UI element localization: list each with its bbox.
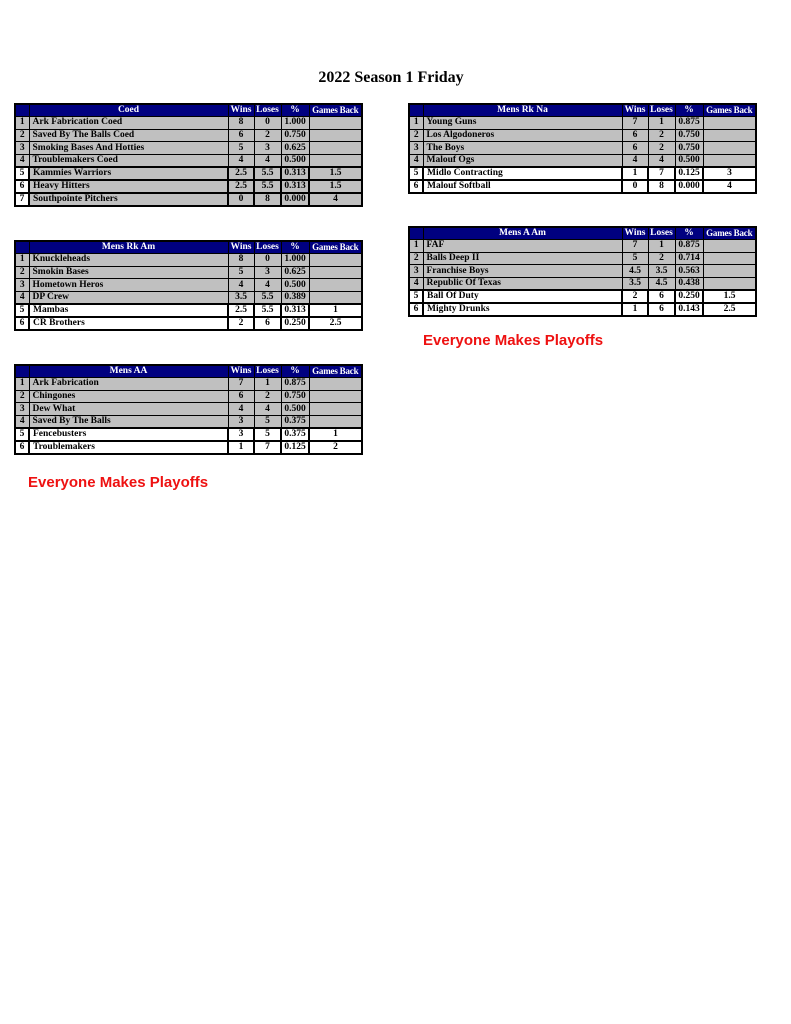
team-name-cell: Dew What xyxy=(29,403,228,416)
team-name-cell: Southpointe Pitchers xyxy=(29,193,228,206)
loses-cell: 7 xyxy=(254,441,281,454)
team-name-cell: Fencebusters xyxy=(29,428,228,441)
corner-cell xyxy=(409,227,423,240)
standings-table-mens-aa xyxy=(14,364,363,455)
loses-cell: 4 xyxy=(254,154,281,167)
team-name-cell: Malouf Ogs xyxy=(423,154,622,167)
rank-cell: 3 xyxy=(15,403,29,416)
team-name-cell: Midlo Contracting xyxy=(423,167,622,180)
rank-cell: 6 xyxy=(15,317,29,330)
header-row xyxy=(15,104,362,117)
games-back-header: Games Back xyxy=(703,227,756,240)
wins-cell: 8 xyxy=(228,254,254,267)
pct-cell: 0.313 xyxy=(281,167,309,180)
rank-cell: 2 xyxy=(409,252,423,265)
games-back-cell: 4 xyxy=(703,180,756,193)
wins-cell: 1 xyxy=(228,441,254,454)
pct-cell: 0.438 xyxy=(675,277,703,290)
standings-table-mens-rk-na xyxy=(408,103,757,194)
rank-cell: 5 xyxy=(15,428,29,441)
table-title: Mens Rk Na xyxy=(423,104,622,117)
wins-cell: 2.5 xyxy=(228,180,254,193)
games-back-cell xyxy=(309,117,362,130)
rank-cell: 3 xyxy=(15,279,29,292)
team-row xyxy=(15,167,362,180)
team-name-cell: CR Brothers xyxy=(29,317,228,330)
wins-cell: 3 xyxy=(228,415,254,428)
rank-cell: 3 xyxy=(15,142,29,155)
header-row xyxy=(409,104,756,117)
loses-cell: 8 xyxy=(648,180,675,193)
wins-cell: 1 xyxy=(622,167,648,180)
wins-cell: 4.5 xyxy=(622,265,648,278)
rank-cell: 1 xyxy=(15,117,29,130)
team-name-cell: Smokin Bases xyxy=(29,266,228,279)
games-back-header: Games Back xyxy=(309,104,362,117)
team-name-cell: Knuckleheads xyxy=(29,254,228,267)
pct-cell: 0.714 xyxy=(675,252,703,265)
games-back-cell: 2.5 xyxy=(309,317,362,330)
loses-cell: 3 xyxy=(254,266,281,279)
loses-cell: 3.5 xyxy=(648,265,675,278)
loses-cell: 4 xyxy=(648,154,675,167)
loses-header: Loses xyxy=(648,104,675,117)
pct-cell: 0.375 xyxy=(281,415,309,428)
wins-cell: 2 xyxy=(228,317,254,330)
wins-header: Wins xyxy=(228,365,254,378)
loses-cell: 0 xyxy=(254,117,281,130)
team-row xyxy=(15,117,362,130)
team-row xyxy=(15,142,362,155)
pct-cell: 0.313 xyxy=(281,180,309,193)
wins-cell: 6 xyxy=(228,129,254,142)
pct-cell: 0.250 xyxy=(675,290,703,303)
wins-cell: 2.5 xyxy=(228,304,254,317)
rank-cell: 4 xyxy=(15,154,29,167)
loses-cell: 3 xyxy=(254,142,281,155)
table-title: Mens A Am xyxy=(423,227,622,240)
team-name-cell: Heavy Hitters xyxy=(29,180,228,193)
corner-cell xyxy=(15,241,29,254)
loses-cell: 5 xyxy=(254,428,281,441)
games-back-cell: 1.5 xyxy=(309,180,362,193)
loses-cell: 2 xyxy=(648,252,675,265)
loses-cell: 5.5 xyxy=(254,291,281,304)
games-back-cell xyxy=(309,254,362,267)
wins-cell: 4 xyxy=(228,154,254,167)
wins-header: Wins xyxy=(622,227,648,240)
rank-cell: 4 xyxy=(15,415,29,428)
loses-cell: 6 xyxy=(648,303,675,316)
loses-cell: 2 xyxy=(648,129,675,142)
team-row xyxy=(15,254,362,267)
pct-cell: 0.000 xyxy=(675,180,703,193)
team-row xyxy=(15,441,362,454)
wins-cell: 2.5 xyxy=(228,167,254,180)
games-back-cell: 3 xyxy=(703,167,756,180)
standings-table xyxy=(14,240,363,331)
pct-cell: 1.000 xyxy=(281,254,309,267)
games-back-header: Games Back xyxy=(309,365,362,378)
loses-cell: 0 xyxy=(254,254,281,267)
games-back-header: Games Back xyxy=(703,104,756,117)
games-back-cell xyxy=(703,129,756,142)
pct-cell: 0.563 xyxy=(675,265,703,278)
table-title: Coed xyxy=(29,104,228,117)
team-row xyxy=(15,317,362,330)
pct-cell: 0.143 xyxy=(675,303,703,316)
standings-table-mens-a-am xyxy=(408,226,757,317)
wins-cell: 4 xyxy=(228,279,254,292)
pct-cell: 0.125 xyxy=(281,441,309,454)
team-name-cell: FAF xyxy=(423,240,622,253)
loses-cell: 4.5 xyxy=(648,277,675,290)
loses-header: Loses xyxy=(254,241,281,254)
wins-header: Wins xyxy=(228,241,254,254)
games-back-cell xyxy=(309,142,362,155)
games-back-cell: 1 xyxy=(309,428,362,441)
pct-cell: 0.750 xyxy=(281,390,309,403)
rank-cell: 3 xyxy=(409,142,423,155)
loses-cell: 2 xyxy=(254,390,281,403)
rank-cell: 1 xyxy=(15,254,29,267)
rank-cell: 5 xyxy=(15,304,29,317)
pct-cell: 0.250 xyxy=(281,317,309,330)
rank-cell: 2 xyxy=(15,129,29,142)
corner-cell xyxy=(409,104,423,117)
team-row xyxy=(15,428,362,441)
rank-cell: 4 xyxy=(409,277,423,290)
loses-header: Loses xyxy=(254,365,281,378)
team-name-cell: Saved By The Balls Coed xyxy=(29,129,228,142)
playoff-note-mens-a-am: Everyone Makes Playoffs xyxy=(423,332,604,349)
rank-cell: 5 xyxy=(15,167,29,180)
team-name-cell: Mighty Drunks xyxy=(423,303,622,316)
header-row xyxy=(15,365,362,378)
loses-cell: 1 xyxy=(254,378,281,391)
games-back-cell xyxy=(309,291,362,304)
team-row xyxy=(15,378,362,391)
wins-cell: 4 xyxy=(228,403,254,416)
pct-header: % xyxy=(281,104,309,117)
loses-cell: 5.5 xyxy=(254,167,281,180)
team-name-cell: Malouf Softball xyxy=(423,180,622,193)
games-back-cell xyxy=(703,252,756,265)
games-back-cell xyxy=(703,154,756,167)
pct-cell: 0.000 xyxy=(281,193,309,206)
games-back-cell xyxy=(703,117,756,130)
team-name-cell: Hometown Heros xyxy=(29,279,228,292)
pct-cell: 0.500 xyxy=(675,154,703,167)
team-row xyxy=(409,154,756,167)
standings-table xyxy=(14,103,363,207)
wins-cell: 7 xyxy=(228,378,254,391)
pct-header: % xyxy=(281,365,309,378)
games-back-cell: 1.5 xyxy=(703,290,756,303)
games-back-cell xyxy=(309,279,362,292)
standings-table xyxy=(408,226,757,317)
rank-cell: 2 xyxy=(409,129,423,142)
team-row xyxy=(15,291,362,304)
wins-header: Wins xyxy=(622,104,648,117)
wins-cell: 4 xyxy=(622,154,648,167)
games-back-cell: 1 xyxy=(309,304,362,317)
team-name-cell: DP Crew xyxy=(29,291,228,304)
team-row xyxy=(409,290,756,303)
games-back-cell xyxy=(309,403,362,416)
rank-cell: 6 xyxy=(409,303,423,316)
pct-cell: 0.750 xyxy=(675,142,703,155)
loses-header: Loses xyxy=(648,227,675,240)
loses-cell: 5 xyxy=(254,415,281,428)
playoff-note-mens-aa: Everyone Makes Playoffs xyxy=(28,474,209,491)
pct-cell: 0.375 xyxy=(281,428,309,441)
team-name-cell: The Boys xyxy=(423,142,622,155)
team-row xyxy=(409,167,756,180)
rank-cell: 4 xyxy=(409,154,423,167)
wins-cell: 3.5 xyxy=(622,277,648,290)
rank-cell: 1 xyxy=(15,378,29,391)
games-back-cell: 4 xyxy=(309,193,362,206)
standings-table-coed xyxy=(14,103,363,207)
games-back-cell xyxy=(309,154,362,167)
wins-cell: 7 xyxy=(622,117,648,130)
rank-cell: 4 xyxy=(15,291,29,304)
team-row xyxy=(409,252,756,265)
loses-cell: 4 xyxy=(254,403,281,416)
team-name-cell: Smoking Bases And Hotties xyxy=(29,142,228,155)
wins-header: Wins xyxy=(228,104,254,117)
pct-cell: 0.625 xyxy=(281,266,309,279)
table-title: Mens AA xyxy=(29,365,228,378)
wins-cell: 6 xyxy=(622,129,648,142)
team-name-cell: Mambas xyxy=(29,304,228,317)
loses-cell: 4 xyxy=(254,279,281,292)
team-row xyxy=(15,266,362,279)
rank-cell: 1 xyxy=(409,117,423,130)
wins-cell: 0 xyxy=(228,193,254,206)
team-name-cell: Los Algodoneros xyxy=(423,129,622,142)
wins-cell: 7 xyxy=(622,240,648,253)
pct-cell: 0.875 xyxy=(281,378,309,391)
pct-header: % xyxy=(281,241,309,254)
team-row xyxy=(409,129,756,142)
team-row xyxy=(15,154,362,167)
team-row xyxy=(15,279,362,292)
games-back-header: Games Back xyxy=(309,241,362,254)
games-back-cell xyxy=(703,265,756,278)
wins-cell: 6 xyxy=(622,142,648,155)
games-back-cell xyxy=(309,415,362,428)
team-row xyxy=(409,277,756,290)
rank-cell: 2 xyxy=(15,266,29,279)
games-back-cell xyxy=(309,390,362,403)
team-row xyxy=(409,180,756,193)
team-row xyxy=(15,129,362,142)
team-row xyxy=(409,142,756,155)
team-row xyxy=(15,390,362,403)
team-row xyxy=(15,403,362,416)
wins-cell: 0 xyxy=(622,180,648,193)
corner-cell xyxy=(15,365,29,378)
loses-cell: 5.5 xyxy=(254,304,281,317)
pct-header: % xyxy=(675,104,703,117)
team-name-cell: Ball Of Duty xyxy=(423,290,622,303)
rank-cell: 5 xyxy=(409,167,423,180)
header-row xyxy=(409,227,756,240)
standings-table xyxy=(14,364,363,455)
wins-cell: 5 xyxy=(228,142,254,155)
team-row xyxy=(409,240,756,253)
pct-cell: 0.500 xyxy=(281,403,309,416)
pct-cell: 0.750 xyxy=(281,129,309,142)
wins-cell: 6 xyxy=(228,390,254,403)
table-title: Mens Rk Am xyxy=(29,241,228,254)
pct-cell: 0.125 xyxy=(675,167,703,180)
standings-table-mens-rk-am xyxy=(14,240,363,331)
team-row xyxy=(409,303,756,316)
team-row xyxy=(15,415,362,428)
pct-cell: 0.875 xyxy=(675,240,703,253)
wins-cell: 3.5 xyxy=(228,291,254,304)
pct-cell: 1.000 xyxy=(281,117,309,130)
team-row xyxy=(15,304,362,317)
loses-cell: 1 xyxy=(648,240,675,253)
pct-cell: 0.750 xyxy=(675,129,703,142)
team-name-cell: Kammies Warriors xyxy=(29,167,228,180)
team-name-cell: Young Guns xyxy=(423,117,622,130)
games-back-cell xyxy=(309,266,362,279)
pct-header: % xyxy=(675,227,703,240)
loses-cell: 2 xyxy=(648,142,675,155)
rank-cell: 6 xyxy=(15,441,29,454)
games-back-cell xyxy=(703,277,756,290)
wins-cell: 2 xyxy=(622,290,648,303)
games-back-cell: 1.5 xyxy=(309,167,362,180)
loses-cell: 6 xyxy=(254,317,281,330)
pct-cell: 0.500 xyxy=(281,154,309,167)
team-name-cell: Balls Deep II xyxy=(423,252,622,265)
page-title: 2022 Season 1 Friday xyxy=(318,69,464,86)
games-back-cell xyxy=(309,129,362,142)
team-row xyxy=(15,193,362,206)
pct-cell: 0.500 xyxy=(281,279,309,292)
loses-cell: 7 xyxy=(648,167,675,180)
games-back-cell xyxy=(309,378,362,391)
rank-cell: 6 xyxy=(15,180,29,193)
rank-cell: 6 xyxy=(409,180,423,193)
team-row xyxy=(15,180,362,193)
pct-cell: 0.313 xyxy=(281,304,309,317)
loses-cell: 6 xyxy=(648,290,675,303)
standings-table xyxy=(408,103,757,194)
team-name-cell: Saved By The Balls xyxy=(29,415,228,428)
pct-cell: 0.389 xyxy=(281,291,309,304)
rank-cell: 5 xyxy=(409,290,423,303)
loses-header: Loses xyxy=(254,104,281,117)
wins-cell: 8 xyxy=(228,117,254,130)
loses-cell: 2 xyxy=(254,129,281,142)
loses-cell: 1 xyxy=(648,117,675,130)
team-name-cell: Chingones xyxy=(29,390,228,403)
loses-cell: 5.5 xyxy=(254,180,281,193)
corner-cell xyxy=(15,104,29,117)
wins-cell: 1 xyxy=(622,303,648,316)
team-name-cell: Ark Fabrication Coed xyxy=(29,117,228,130)
games-back-cell xyxy=(703,142,756,155)
team-name-cell: Troublemakers xyxy=(29,441,228,454)
team-row xyxy=(409,117,756,130)
team-name-cell: Troublemakers Coed xyxy=(29,154,228,167)
team-name-cell: Franchise Boys xyxy=(423,265,622,278)
rank-cell: 3 xyxy=(409,265,423,278)
games-back-cell: 2 xyxy=(309,441,362,454)
header-row xyxy=(15,241,362,254)
team-row xyxy=(409,265,756,278)
wins-cell: 5 xyxy=(228,266,254,279)
wins-cell: 3 xyxy=(228,428,254,441)
rank-cell: 1 xyxy=(409,240,423,253)
games-back-cell: 2.5 xyxy=(703,303,756,316)
team-name-cell: Republic Of Texas xyxy=(423,277,622,290)
games-back-cell xyxy=(703,240,756,253)
pct-cell: 0.625 xyxy=(281,142,309,155)
wins-cell: 5 xyxy=(622,252,648,265)
team-name-cell: Ark Fabrication xyxy=(29,378,228,391)
pct-cell: 0.875 xyxy=(675,117,703,130)
rank-cell: 2 xyxy=(15,390,29,403)
rank-cell: 7 xyxy=(15,193,29,206)
loses-cell: 8 xyxy=(254,193,281,206)
